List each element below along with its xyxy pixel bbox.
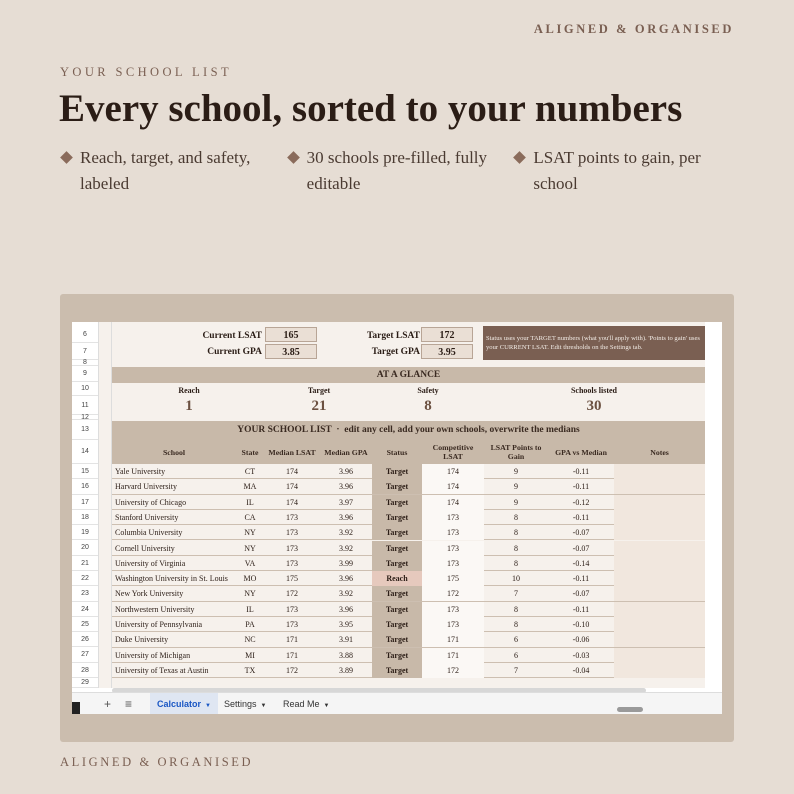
- median-gpa-cell[interactable]: 3.96: [339, 512, 353, 522]
- median-lsat-cell[interactable]: 174: [286, 482, 298, 492]
- school-list-title: YOUR SCHOOL LIST · edit any cell, add your own schools, overwrite the medians: [112, 421, 705, 440]
- schools-listed-label: Schools listed: [570, 386, 617, 395]
- row-number[interactable]: 10: [72, 382, 98, 396]
- gpa-vs-median-cell[interactable]: -0.14: [572, 558, 590, 568]
- lsat-points-cell[interactable]: 8: [514, 543, 518, 553]
- competitive-lsat-cell[interactable]: 171: [422, 632, 484, 647]
- school-cell[interactable]: Northwestern University: [115, 604, 195, 614]
- notes-cell[interactable]: [614, 464, 705, 479]
- status-cell[interactable]: Target: [372, 495, 422, 510]
- median-lsat-cell[interactable]: 174: [286, 467, 298, 476]
- diamond-bullet-icon: [287, 151, 300, 164]
- tab-settings-label: Settings: [224, 699, 257, 709]
- add-sheet-icon[interactable]: +: [104, 697, 112, 711]
- brand-bottom: ALIGNED & ORGANISED: [60, 755, 254, 769]
- current-gpa-cell[interactable]: 3.85: [265, 344, 317, 359]
- feature-item: [287, 145, 514, 197]
- row-number[interactable]: 7: [72, 343, 98, 360]
- lsat-points-cell[interactable]: 7: [514, 665, 518, 675]
- gpa-vs-median-cell[interactable]: -0.07: [572, 589, 590, 599]
- gpa-vs-median-cell[interactable]: -0.07: [572, 543, 590, 553]
- table-row: [112, 648, 705, 663]
- lsat-points-cell[interactable]: 9: [514, 482, 518, 492]
- status-cell[interactable]: Target: [372, 663, 422, 678]
- row-number[interactable]: 25: [72, 617, 98, 632]
- state-cell[interactable]: NY: [244, 528, 256, 538]
- spreadsheet: [72, 322, 722, 714]
- col-header-status[interactable]: Status: [386, 447, 408, 457]
- table-row: [112, 525, 705, 540]
- feature-text: LSAT points to gain, per school: [533, 148, 701, 193]
- notes-cell[interactable]: [614, 556, 705, 571]
- gpa-vs-median-cell[interactable]: -0.10: [572, 620, 590, 629]
- row-number-column: [72, 322, 99, 688]
- eyebrow: YOUR SCHOOL LIST: [60, 65, 232, 79]
- gpa-vs-median-cell[interactable]: -0.11: [572, 574, 590, 584]
- competitive-lsat-cell[interactable]: 172: [422, 663, 484, 678]
- row-number[interactable]: 9: [72, 366, 98, 382]
- median-lsat-cell[interactable]: 173: [286, 620, 298, 629]
- reach-label: Reach: [178, 386, 200, 395]
- target-lsat-cell[interactable]: 172: [421, 327, 473, 342]
- table-row: [112, 586, 705, 601]
- gpa-vs-median-cell[interactable]: -0.12: [572, 497, 590, 507]
- table-row: [112, 495, 705, 510]
- notes-cell[interactable]: [614, 663, 705, 678]
- school-cell[interactable]: Duke University: [115, 635, 169, 645]
- lsat-points-cell[interactable]: 8: [514, 558, 518, 568]
- median-gpa-cell[interactable]: 3.92: [339, 528, 353, 538]
- school-cell[interactable]: Columbia University: [115, 528, 183, 538]
- median-gpa-cell[interactable]: 3.99: [339, 558, 353, 568]
- sheet-scroll-handle[interactable]: [617, 707, 643, 712]
- row-number[interactable]: 23: [72, 586, 98, 602]
- target-gpa-cell[interactable]: 3.95: [421, 344, 473, 359]
- school-cell[interactable]: Stanford University: [115, 512, 179, 522]
- median-lsat-cell[interactable]: 173: [286, 512, 298, 522]
- all-sheets-menu-icon[interactable]: ≡: [125, 697, 133, 711]
- col-header-lsat-points-to-gain[interactable]: LSAT Points to Gain: [490, 443, 542, 461]
- row-number[interactable]: 13: [72, 420, 98, 440]
- competitive-lsat-cell[interactable]: 173: [422, 541, 484, 556]
- gpa-vs-median-cell[interactable]: -0.06: [572, 635, 590, 645]
- lsat-points-cell[interactable]: 8: [514, 512, 518, 522]
- median-lsat-cell[interactable]: 173: [286, 558, 298, 568]
- school-cell[interactable]: Cornell University: [115, 543, 175, 553]
- gpa-vs-median-cell[interactable]: -0.11: [572, 604, 590, 614]
- row-number[interactable]: 27: [72, 647, 98, 663]
- row-number[interactable]: 18: [72, 510, 98, 525]
- notes-cell[interactable]: [614, 632, 705, 647]
- lsat-points-cell[interactable]: 7: [514, 589, 518, 599]
- median-gpa-cell[interactable]: 3.96: [339, 482, 353, 492]
- window-corner: [72, 702, 80, 714]
- school-cell[interactable]: New York University: [115, 589, 184, 599]
- tab-calculator-label: Calculator: [157, 699, 202, 709]
- status-cell[interactable]: Target: [372, 617, 422, 632]
- col-header-state[interactable]: State: [241, 447, 259, 457]
- lsat-points-cell[interactable]: 9: [514, 467, 518, 476]
- notes-cell[interactable]: [614, 648, 705, 663]
- state-cell[interactable]: NY: [244, 543, 256, 553]
- row-number[interactable]: 11: [72, 396, 98, 415]
- table-row: [112, 464, 705, 479]
- state-cell[interactable]: CT: [244, 467, 256, 476]
- col-header-school[interactable]: School: [162, 447, 186, 457]
- competitive-lsat-cell[interactable]: 174: [422, 479, 484, 494]
- col-header-gpa-vs-median[interactable]: GPA vs Median: [555, 447, 607, 457]
- median-gpa-cell[interactable]: 3.96: [339, 604, 353, 614]
- chevron-down-icon: ▼: [323, 703, 330, 709]
- status-cell[interactable]: Target: [372, 648, 422, 663]
- current-gpa-label: Current GPA: [207, 347, 262, 357]
- lsat-points-cell[interactable]: 10: [512, 574, 520, 584]
- school-cell[interactable]: Washington University in St. Louis: [115, 574, 228, 584]
- median-gpa-cell[interactable]: 3.95: [339, 620, 353, 629]
- median-gpa-cell[interactable]: 3.89: [339, 665, 353, 675]
- gpa-vs-median-cell[interactable]: -0.04: [572, 665, 590, 675]
- competitive-lsat-cell[interactable]: 175: [422, 571, 484, 586]
- status-cell[interactable]: Target: [372, 586, 422, 601]
- state-cell[interactable]: NY: [244, 589, 256, 599]
- row-number[interactable]: 28: [72, 663, 98, 678]
- gpa-vs-median-cell[interactable]: -0.03: [572, 650, 590, 660]
- row-number[interactable]: 29: [72, 678, 98, 688]
- col-header-median-gpa[interactable]: Median GPA: [324, 447, 368, 457]
- sheet-tab-bar: [72, 692, 722, 714]
- lsat-points-cell[interactable]: 8: [514, 620, 518, 629]
- median-lsat-cell[interactable]: 171: [286, 635, 298, 645]
- notes-cell[interactable]: [614, 495, 705, 510]
- row-number[interactable]: 14: [72, 440, 98, 464]
- status-cell[interactable]: Reach: [372, 571, 422, 586]
- brand-top: ALIGNED & ORGANISED: [533, 22, 734, 36]
- state-cell[interactable]: IL: [246, 604, 254, 614]
- headline: Every school, sorted to your numbers: [59, 87, 683, 130]
- table-row: [112, 479, 705, 494]
- state-cell[interactable]: MO: [243, 574, 257, 584]
- table-row: [112, 541, 705, 556]
- feature-text: Reach, target, and safety, labeled: [80, 148, 251, 193]
- competitive-lsat-cell[interactable]: 172: [422, 586, 484, 601]
- tab-calculator[interactable]: [150, 693, 218, 714]
- state-cell[interactable]: TX: [244, 665, 256, 675]
- row-number[interactable]: 26: [72, 632, 98, 647]
- competitive-lsat-cell[interactable]: 173: [422, 602, 484, 617]
- status-cell[interactable]: Target: [372, 464, 422, 479]
- column-a-strip: [99, 322, 112, 688]
- table-header: [112, 440, 705, 464]
- row-number[interactable]: 20: [72, 540, 98, 556]
- status-cell[interactable]: Target: [372, 510, 422, 525]
- status-cell[interactable]: Target: [372, 525, 422, 540]
- median-gpa-cell[interactable]: 3.88: [339, 650, 353, 660]
- row-number[interactable]: 8: [72, 360, 98, 366]
- table-row: [112, 510, 705, 525]
- state-cell[interactable]: NC: [244, 635, 256, 645]
- safety-count: 8: [424, 398, 432, 414]
- gpa-vs-median-cell[interactable]: -0.11: [572, 467, 590, 476]
- competitive-lsat-cell[interactable]: 174: [422, 495, 484, 510]
- notes-cell[interactable]: [614, 541, 705, 556]
- school-cell[interactable]: University of Chicago: [115, 497, 187, 507]
- school-cell[interactable]: University of Virginia: [115, 558, 186, 568]
- median-gpa-cell[interactable]: 3.92: [339, 543, 353, 553]
- target-count: 21: [311, 398, 327, 414]
- gpa-vs-median-cell[interactable]: -0.07: [572, 528, 590, 538]
- row-number[interactable]: 19: [72, 525, 98, 540]
- diamond-bullet-icon: [513, 151, 526, 164]
- current-lsat-label: Current LSAT: [202, 331, 262, 341]
- median-gpa-cell[interactable]: 3.91: [339, 635, 353, 645]
- notes-cell[interactable]: [614, 525, 705, 540]
- table-row: [112, 617, 705, 632]
- school-cell[interactable]: University of Texas at Austin: [115, 665, 209, 675]
- table-row: [112, 632, 705, 647]
- competitive-lsat-cell[interactable]: 173: [422, 525, 484, 540]
- target-label: Target: [307, 386, 331, 395]
- median-lsat-cell[interactable]: 173: [286, 604, 298, 614]
- row-number[interactable]: 16: [72, 479, 98, 495]
- median-gpa-cell[interactable]: 3.96: [339, 574, 353, 584]
- median-lsat-cell[interactable]: 175: [286, 574, 298, 584]
- state-cell[interactable]: PA: [245, 620, 255, 629]
- table-row: [112, 571, 705, 586]
- notes-cell[interactable]: [614, 510, 705, 525]
- competitive-lsat-cell[interactable]: 173: [422, 556, 484, 571]
- status-cell[interactable]: Target: [372, 632, 422, 647]
- notes-cell[interactable]: [614, 571, 705, 586]
- status-cell[interactable]: Target: [372, 602, 422, 617]
- at-a-glance-header: AT A GLANCE: [112, 367, 705, 383]
- state-cell[interactable]: IL: [246, 497, 254, 507]
- chevron-down-icon: ▼: [205, 703, 211, 709]
- safety-label: Safety: [417, 386, 439, 395]
- lsat-points-cell[interactable]: 8: [514, 604, 518, 614]
- row-number[interactable]: 21: [72, 556, 98, 571]
- state-cell[interactable]: VA: [244, 558, 256, 568]
- feature-item: [60, 145, 287, 197]
- state-cell[interactable]: MI: [245, 650, 255, 660]
- feature-text: 30 schools pre-filled, fully editable: [306, 148, 488, 193]
- tab-read-me[interactable]: [276, 693, 336, 714]
- state-cell[interactable]: MA: [243, 482, 257, 492]
- feature-item: [513, 145, 740, 197]
- median-lsat-cell[interactable]: 172: [286, 665, 298, 675]
- median-lsat-cell[interactable]: 172: [286, 589, 298, 599]
- school-cell[interactable]: Harvard University: [115, 482, 177, 492]
- target-gpa-label: Target GPA: [371, 347, 420, 357]
- lsat-points-cell[interactable]: 6: [514, 650, 518, 660]
- median-lsat-cell[interactable]: 171: [286, 650, 298, 660]
- lsat-points-cell[interactable]: 6: [514, 635, 518, 645]
- col-header-notes[interactable]: Notes: [650, 447, 669, 457]
- lsat-points-cell[interactable]: 9: [514, 497, 518, 507]
- median-lsat-cell[interactable]: 174: [286, 497, 298, 507]
- status-cell[interactable]: Target: [372, 541, 422, 556]
- col-header-median-lsat[interactable]: Median LSAT: [268, 447, 316, 457]
- row-number[interactable]: 6: [72, 326, 98, 343]
- feature-list: [60, 145, 740, 197]
- table-row: [112, 602, 705, 617]
- gpa-vs-median-cell[interactable]: -0.11: [572, 512, 590, 522]
- status-cell[interactable]: Target: [372, 556, 422, 571]
- row-number[interactable]: 24: [72, 602, 98, 617]
- gpa-vs-median-cell[interactable]: -0.11: [572, 482, 590, 492]
- notes-cell[interactable]: [614, 586, 705, 601]
- schools-listed-count: 30: [586, 398, 602, 414]
- current-lsat-cell[interactable]: 165: [265, 327, 317, 342]
- median-gpa-cell[interactable]: 3.92: [339, 589, 353, 599]
- median-lsat-cell[interactable]: 173: [286, 528, 298, 538]
- median-gpa-cell[interactable]: 3.96: [339, 467, 353, 476]
- competitive-lsat-cell[interactable]: 173: [422, 617, 484, 632]
- row-number[interactable]: 22: [72, 571, 98, 586]
- row-number[interactable]: 17: [72, 495, 98, 510]
- lsat-points-cell[interactable]: 8: [514, 528, 518, 538]
- school-cell[interactable]: University of Michigan: [115, 650, 191, 660]
- sheet-content: [112, 322, 705, 688]
- notes-cell[interactable]: [614, 602, 705, 617]
- table-row: [112, 663, 705, 678]
- notes-cell[interactable]: [614, 479, 705, 494]
- tab-settings[interactable]: [217, 693, 273, 714]
- col-header-competitive-lsat[interactable]: Competitive LSAT: [432, 443, 474, 461]
- table-row: [112, 556, 705, 571]
- diamond-bullet-icon: [60, 151, 73, 164]
- row-number[interactable]: 15: [72, 464, 98, 479]
- state-cell[interactable]: CA: [244, 512, 256, 522]
- median-gpa-cell[interactable]: 3.97: [339, 497, 353, 507]
- median-lsat-cell[interactable]: 173: [286, 543, 298, 553]
- status-note: Status uses your TARGET numbers (what you'll apply with). 'Points to gain' uses your CURRENT LSAT. Edit thresholds on the Settings tab.: [483, 326, 705, 360]
- competitive-lsat-cell[interactable]: 173: [422, 510, 484, 525]
- target-lsat-label: Target LSAT: [366, 331, 420, 341]
- row-number[interactable]: 12: [72, 415, 98, 420]
- notes-cell[interactable]: [614, 617, 705, 632]
- tab-read-me-label: Read Me: [283, 699, 320, 709]
- status-cell[interactable]: Target: [372, 479, 422, 494]
- school-cell[interactable]: Yale University: [115, 467, 166, 476]
- reach-count: 1: [185, 398, 193, 414]
- competitive-lsat-cell[interactable]: 171: [422, 648, 484, 663]
- competitive-lsat-cell[interactable]: 174: [422, 464, 484, 479]
- chevron-down-icon: ▼: [260, 703, 267, 709]
- school-cell[interactable]: University of Pennsylvania: [115, 620, 203, 629]
